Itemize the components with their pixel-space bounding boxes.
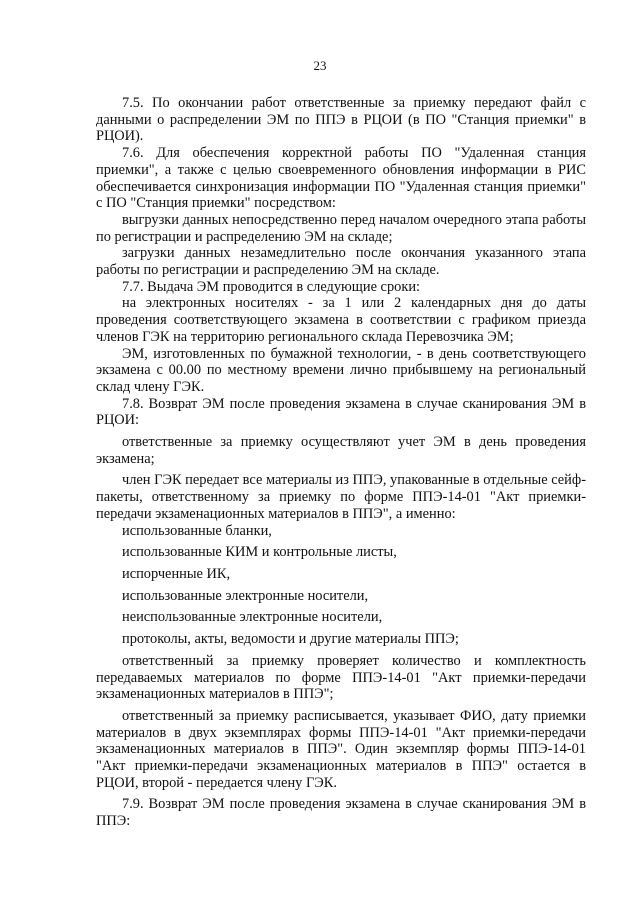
paragraph-7-9: 7.9. Возврат ЭМ после проведения экзамена в случае сканирования ЭМ в ППЭ: [96, 796, 586, 830]
paragraph-7-7: 7.7. Выдача ЭМ проводится в следующие сроки: [122, 278, 421, 295]
list-item: неиспользованные электронные носители, [122, 609, 383, 626]
list-item: использованные КИМ и контрольные листы, [122, 544, 397, 561]
page-number: 23 [313, 58, 327, 73]
paragraph-export: выгрузки данных непосредственно перед началом очередного этапа работы по регистрации и распределению ЭМ на складе; [96, 211, 586, 245]
list-item: использованные бланки, [122, 522, 272, 539]
paragraph-import: загрузки данных незамедлительно после окончания указанного этапа работы по регистрации и распределению ЭМ на складе. [96, 245, 586, 279]
paragraph-check: ответственный за приемку проверяет количество и комплектность передаваемых материалов по форме ППЭ-14-01 "Акт приемки-передачи экзаменационных материалов в ППЭ"; [96, 652, 586, 703]
paragraph-accounting: ответственные за приемку осуществляют учет ЭМ в день проведения экзамена; [96, 434, 586, 467]
paragraph-7-6: 7.6. Для обеспечения корректной работы ПО "Удаленная станция приемки", а также с целью своевременного обновления информации в РИС обеспечивается синхронизация информации ПО "Удаленная станция приемки" с ПО "Станция приемки" посредством: [96, 145, 586, 212]
document-body [96, 95, 586, 830]
paragraph-7-8: 7.8. Возврат ЭМ после проведения экзамена в случае сканирования ЭМ в РЦОИ: [96, 395, 586, 429]
paragraph-gek-transfer: член ГЭК передает все материалы из ППЭ, упакованные в отдельные сейф-пакеты, ответственному за приемку по форме ППЭ-14-01 "Акт приемки-передачи экзаменационных материалов в ППЭ", а именно: [96, 472, 586, 522]
list-item: испорченные ИК, [122, 565, 231, 582]
list-item: использованные электронные носители, [122, 587, 369, 604]
paragraph-signature: ответственный за приемку расписывается, указывает ФИО, дату приемки материалов в двух экземплярах формы ППЭ-14-01 "Акт приемки-передачи экзаменационных материалов в ППЭ". Один экземпляр формы ППЭ-14-01 "Акт приемки-передачи экзаменационных материалов в ППЭ" остается в РЦОИ, второй - передается члену ГЭК. [96, 707, 586, 791]
list-item: протоколы, акты, ведомости и другие материалы ППЭ; [122, 631, 459, 648]
paragraph-7-5: 7.5. По окончании работ ответственные за приемку передают файл с данными о распределении ЭМ по ППЭ в РЦОИ (в ПО "Станция приемки" в РЦОИ). [96, 95, 586, 145]
paragraph-paper-technology: ЭМ, изготовленных по бумажной технологии, - в день соответствующего экзамена с 00.00 по местному времени лично прибывшему на региональный склад члену ГЭК. [96, 345, 586, 395]
paragraph-electronic-media: на электронных носителях - за 1 или 2 календарных дня до даты проведения соответствующего экзамена в соответствии с графиком приезда членов ГЭК на территорию регионального склада Перевозчика ЭМ; [96, 295, 586, 345]
